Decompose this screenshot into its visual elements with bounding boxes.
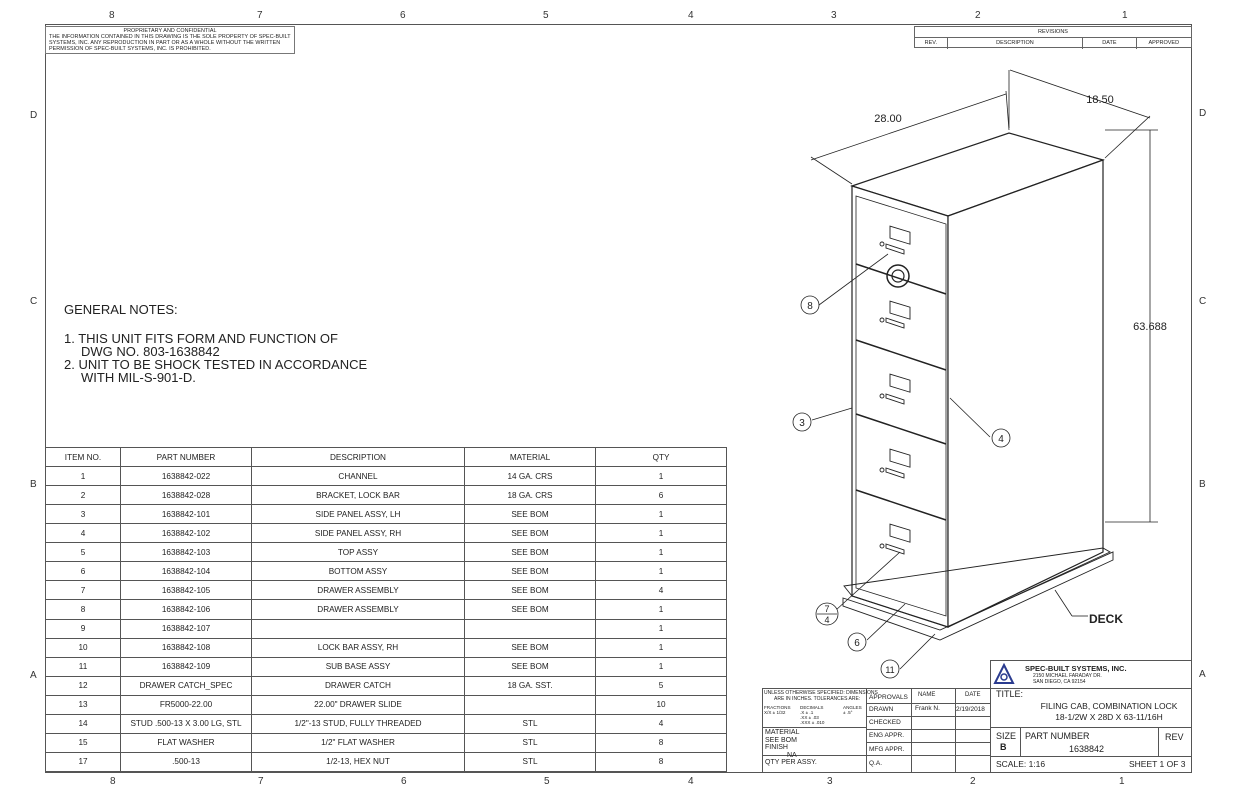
proprietary-title: PROPRIETARY AND CONFIDENTIAL xyxy=(123,28,217,34)
bom-cell-qty: 4 xyxy=(596,581,727,600)
zone-bottom-4: 4 xyxy=(688,776,694,787)
zone-bottom-5: 5 xyxy=(544,776,550,787)
part-number-value: 1638842 xyxy=(1069,744,1105,754)
bom-cell-material: SEE BOM xyxy=(465,657,596,676)
finish-value: NA xyxy=(787,752,797,759)
bom-cell-material: STL xyxy=(465,733,596,752)
note-2-cont: WITH MIL-S-901-D. xyxy=(81,370,196,385)
fractions-label: FRACTIONS xyxy=(764,705,791,710)
bom-cell-qty: 4 xyxy=(596,714,727,733)
zone-bottom-7: 7 xyxy=(258,776,264,787)
balloon-6-label: 6 xyxy=(854,638,860,649)
bom-cell-description: DRAWER CATCH xyxy=(252,676,465,695)
bom-cell-description: BOTTOM ASSY xyxy=(252,562,465,581)
bom-cell-material: SEE BOM xyxy=(465,505,596,524)
bom-cell-qty: 1 xyxy=(596,600,727,619)
deck-label: DECK xyxy=(1088,612,1124,626)
zone-right-A: A xyxy=(1199,669,1206,680)
zone-right-B: B xyxy=(1199,479,1206,490)
bom-cell-description: SIDE PANEL ASSY, LH xyxy=(252,505,465,524)
bom-cell-qty: 1 xyxy=(596,543,727,562)
company-address-2: SAN DIEGO, CA 92154 xyxy=(1033,679,1086,685)
company-name: SPEC-BUILT SYSTEMS, INC. xyxy=(1025,664,1127,673)
note-2: 2. UNIT TO BE SHOCK TESTED IN ACCORDANCE xyxy=(64,357,368,372)
bom-cell-description: DRAWER ASSEMBLY xyxy=(252,581,465,600)
bom-cell-item-no: 17 xyxy=(46,752,121,771)
qa-label: Q.A. xyxy=(869,760,883,767)
bom-cell-part-number: 1638842-106 xyxy=(121,600,252,619)
bom-cell-item-no: 7 xyxy=(46,581,121,600)
col-material: MATERIAL xyxy=(465,448,596,467)
balloon-3-label: 3 xyxy=(799,418,805,429)
decimal-tol-1: .X ± .1 xyxy=(800,710,814,715)
drawn-date: 2/19/2018 xyxy=(956,706,985,713)
notes-heading: GENERAL NOTES: xyxy=(64,302,178,317)
zone-top-4: 4 xyxy=(688,10,694,21)
balloon-4-label: 4 xyxy=(998,434,1004,445)
scale-label: SCALE: 1:16 xyxy=(996,759,1046,769)
zone-top-6: 6 xyxy=(400,10,406,21)
bom-cell-description: 1/2-13, HEX NUT xyxy=(252,752,465,771)
rev-label: REV xyxy=(1165,732,1184,742)
proprietary-line: SYSTEMS, INC. ANY REPRODUCTION IN PART OR AS A WHOLE WITHOUT THE WRITTEN xyxy=(49,40,281,46)
col-description: DESCRIPTION xyxy=(252,448,465,467)
zone-bottom-2: 2 xyxy=(970,776,976,787)
bom-cell-part-number: 1638842-109 xyxy=(121,657,252,676)
bom-cell-part-number: 1638842-101 xyxy=(121,505,252,524)
zone-top-8: 8 xyxy=(109,10,115,21)
date-column: DATE xyxy=(1083,38,1136,49)
bom-cell-description: DRAWER ASSEMBLY xyxy=(252,600,465,619)
company-logo-icon xyxy=(993,663,1015,687)
material-label: MATERIAL xyxy=(765,729,800,736)
bom-cell-part-number: DRAWER CATCH_SPEC xyxy=(121,676,252,695)
finish-label: FINISH xyxy=(765,744,788,751)
zone-left-C: C xyxy=(30,296,38,307)
qty-label: QTY PER ASSY. xyxy=(765,759,817,766)
zone-bottom-3: 3 xyxy=(827,776,833,787)
bom-cell-part-number: STUD .500-13 X 3.00 LG, STL xyxy=(121,714,252,733)
bom-cell-part-number: FR5000-22.00 xyxy=(121,695,252,714)
bom-cell-material: 18 GA. SST. xyxy=(465,676,596,695)
checked-label: CHECKED xyxy=(869,719,901,726)
drawn-by: Frank N. xyxy=(915,705,940,712)
cabinet-front xyxy=(852,186,948,627)
bom-cell-item-no: 10 xyxy=(46,638,121,657)
bom-cell-item-no: 3 xyxy=(46,505,121,524)
bom-cell-item-no: 1 xyxy=(46,467,121,486)
angles-label: ANGLES xyxy=(843,705,862,710)
decimal-tol-3: .XXX ± .010 xyxy=(800,720,825,725)
zone-left-B: B xyxy=(30,479,37,490)
size-value: B xyxy=(1000,742,1007,752)
bom-cell-qty: 8 xyxy=(596,733,727,752)
dim-width: 28.00 xyxy=(874,113,902,125)
bom-cell-qty: 1 xyxy=(596,562,727,581)
balloon-8-label: 8 xyxy=(807,301,813,312)
bom-cell-description: 1/2"-13 STUD, FULLY THREADED xyxy=(252,714,465,733)
zone-top-2: 2 xyxy=(975,10,981,21)
angles-value: ± .5° xyxy=(843,710,853,715)
size-label: SIZE xyxy=(996,731,1017,741)
bom-cell-item-no: 15 xyxy=(46,733,121,752)
zone-top-1: 1 xyxy=(1122,10,1128,21)
bom-cell-material: SEE BOM xyxy=(465,524,596,543)
drawing-title: FILING CAB, COMBINATION LOCK xyxy=(1040,701,1178,711)
bom-cell-qty: 1 xyxy=(596,638,727,657)
balloon-11-label: 11 xyxy=(885,665,895,675)
bom-cell-part-number: 1638842-102 xyxy=(121,524,252,543)
bom-cell-part-number: 1638842-107 xyxy=(121,619,252,638)
bom-cell-qty: 10 xyxy=(596,695,727,714)
col-part-number: PART NUMBER xyxy=(121,448,252,467)
tolerance-note: UNLESS OTHERWISE SPECIFIED: DIMENSIONS xyxy=(764,690,878,696)
rev-column: REV. xyxy=(915,38,948,49)
bom-cell-material: SEE BOM xyxy=(465,543,596,562)
approvals-label: APPROVALS xyxy=(869,694,908,701)
bom-cell-description: BRACKET, LOCK BAR xyxy=(252,486,465,505)
bom-cell-item-no: 6 xyxy=(46,562,121,581)
bom-cell-item-no: 14 xyxy=(46,714,121,733)
zone-right-D: D xyxy=(1199,108,1207,119)
zone-top-3: 3 xyxy=(831,10,837,21)
tolerance-note-2: ARE IN INCHES. TOLERANCES ARE: xyxy=(774,696,861,702)
eng-appr-label: ENG APPR. xyxy=(869,732,905,739)
bom-cell-material: SEE BOM xyxy=(465,638,596,657)
col-qty: QTY xyxy=(596,448,727,467)
bom-cell-qty: 5 xyxy=(596,676,727,695)
bom-cell-qty: 1 xyxy=(596,657,727,676)
bom-cell-item-no: 5 xyxy=(46,543,121,562)
bom-cell-description: CHANNEL xyxy=(252,467,465,486)
bom-cell-part-number: 1638842-028 xyxy=(121,486,252,505)
sheet-label: SHEET 1 OF 3 xyxy=(1129,759,1186,769)
col-item-no: ITEM NO. xyxy=(46,448,121,467)
bom-cell-material: SEE BOM xyxy=(465,600,596,619)
note-1: 1. THIS UNIT FITS FORM AND FUNCTION OF xyxy=(64,331,338,346)
bom-cell-part-number: 1638842-108 xyxy=(121,638,252,657)
bom-cell-item-no: 4 xyxy=(46,524,121,543)
bom-cell-description: SIDE PANEL ASSY, RH xyxy=(252,524,465,543)
zone-left-D: D xyxy=(30,110,38,121)
description-column: DESCRIPTION xyxy=(948,38,1084,49)
bom-cell-material: 18 GA. CRS xyxy=(465,486,596,505)
title-label: TITLE: xyxy=(996,689,1024,699)
zone-top-5: 5 xyxy=(543,10,549,21)
decimal-tol-2: .XX ± .03 xyxy=(800,715,819,720)
bom-cell-description: 22.00" DRAWER SLIDE xyxy=(252,695,465,714)
zone-top-7: 7 xyxy=(257,10,263,21)
bom-cell-qty: 8 xyxy=(596,752,727,771)
proprietary-line: THE INFORMATION CONTAINED IN THIS DRAWING IS THE SOLE PROPERTY OF SPEC-BUILT xyxy=(49,34,291,40)
dim-height: 63.688 xyxy=(1133,321,1167,333)
bom-cell-description: LOCK BAR ASSY, RH xyxy=(252,638,465,657)
bom-cell-qty: 1 xyxy=(596,505,727,524)
bom-cell-qty: 1 xyxy=(596,619,727,638)
drawing-subtitle: 18-1/2W X 28D X 63-11/16H xyxy=(1055,712,1163,722)
bom-cell-description: 1/2" FLAT WASHER xyxy=(252,733,465,752)
bom-cell-material: SEE BOM xyxy=(465,562,596,581)
bom-cell-description: SUB BASE ASSY xyxy=(252,657,465,676)
bom-cell-item-no: 12 xyxy=(46,676,121,695)
bom-cell-part-number: 1638842-105 xyxy=(121,581,252,600)
bom-cell-part-number: .500-13 xyxy=(121,752,252,771)
bom-cell-part-number: FLAT WASHER xyxy=(121,733,252,752)
bom-cell-item-no: 9 xyxy=(46,619,121,638)
bom-cell-qty: 1 xyxy=(596,467,727,486)
decimals-label: DECIMALS xyxy=(800,705,824,710)
bom-cell-part-number: 1638842-103 xyxy=(121,543,252,562)
bom-cell-item-no: 8 xyxy=(46,600,121,619)
company-address-1: 2150 MICHAEL FARADAY DR. xyxy=(1033,673,1102,679)
proprietary-line: PERMISSION OF SPEC-BUILT SYSTEMS, INC. IS PROHIBITED. xyxy=(49,46,211,52)
bom-cell-part-number: 1638842-104 xyxy=(121,562,252,581)
zone-bottom-8: 8 xyxy=(110,776,116,787)
balloon-4b-label: 4 xyxy=(824,615,830,625)
part-number-label: PART NUMBER xyxy=(1025,731,1090,741)
bom-cell-qty: 1 xyxy=(596,524,727,543)
bom-cell-material: STL xyxy=(465,714,596,733)
fractions-value: X/X ± 1/32 xyxy=(764,710,786,715)
zone-right-C: C xyxy=(1199,296,1207,307)
material-value: SEE BOM xyxy=(765,737,797,744)
zone-bottom-1: 1 xyxy=(1119,776,1125,787)
revisions-title: REVISIONS xyxy=(915,27,1191,38)
mfg-appr-label: MFG APPR. xyxy=(869,746,905,753)
bom-cell-material: 14 GA. CRS xyxy=(465,467,596,486)
date-header: DATE xyxy=(965,692,981,698)
drawn-label: DRAWN xyxy=(869,706,894,713)
approved-column: APPROVED xyxy=(1148,40,1180,46)
bom-cell-material: STL xyxy=(465,752,596,771)
bom-cell-qty: 6 xyxy=(596,486,727,505)
bom-cell-description: TOP ASSY xyxy=(252,543,465,562)
cabinet-side xyxy=(948,160,1103,627)
bom-cell-item-no: 13 xyxy=(46,695,121,714)
zone-bottom-6: 6 xyxy=(401,776,407,787)
name-header: NAME xyxy=(918,692,936,698)
bom-cell-part-number: 1638842-022 xyxy=(121,467,252,486)
zone-left-A: A xyxy=(30,670,37,681)
bom-cell-material: SEE BOM xyxy=(465,581,596,600)
bom-cell-item-no: 11 xyxy=(46,657,121,676)
bom-cell-item-no: 2 xyxy=(46,486,121,505)
note-1-cont: DWG NO. 803-1638842 xyxy=(81,344,220,359)
balloon-7-label: 7 xyxy=(824,604,830,614)
dim-depth: 18.50 xyxy=(1086,94,1114,106)
